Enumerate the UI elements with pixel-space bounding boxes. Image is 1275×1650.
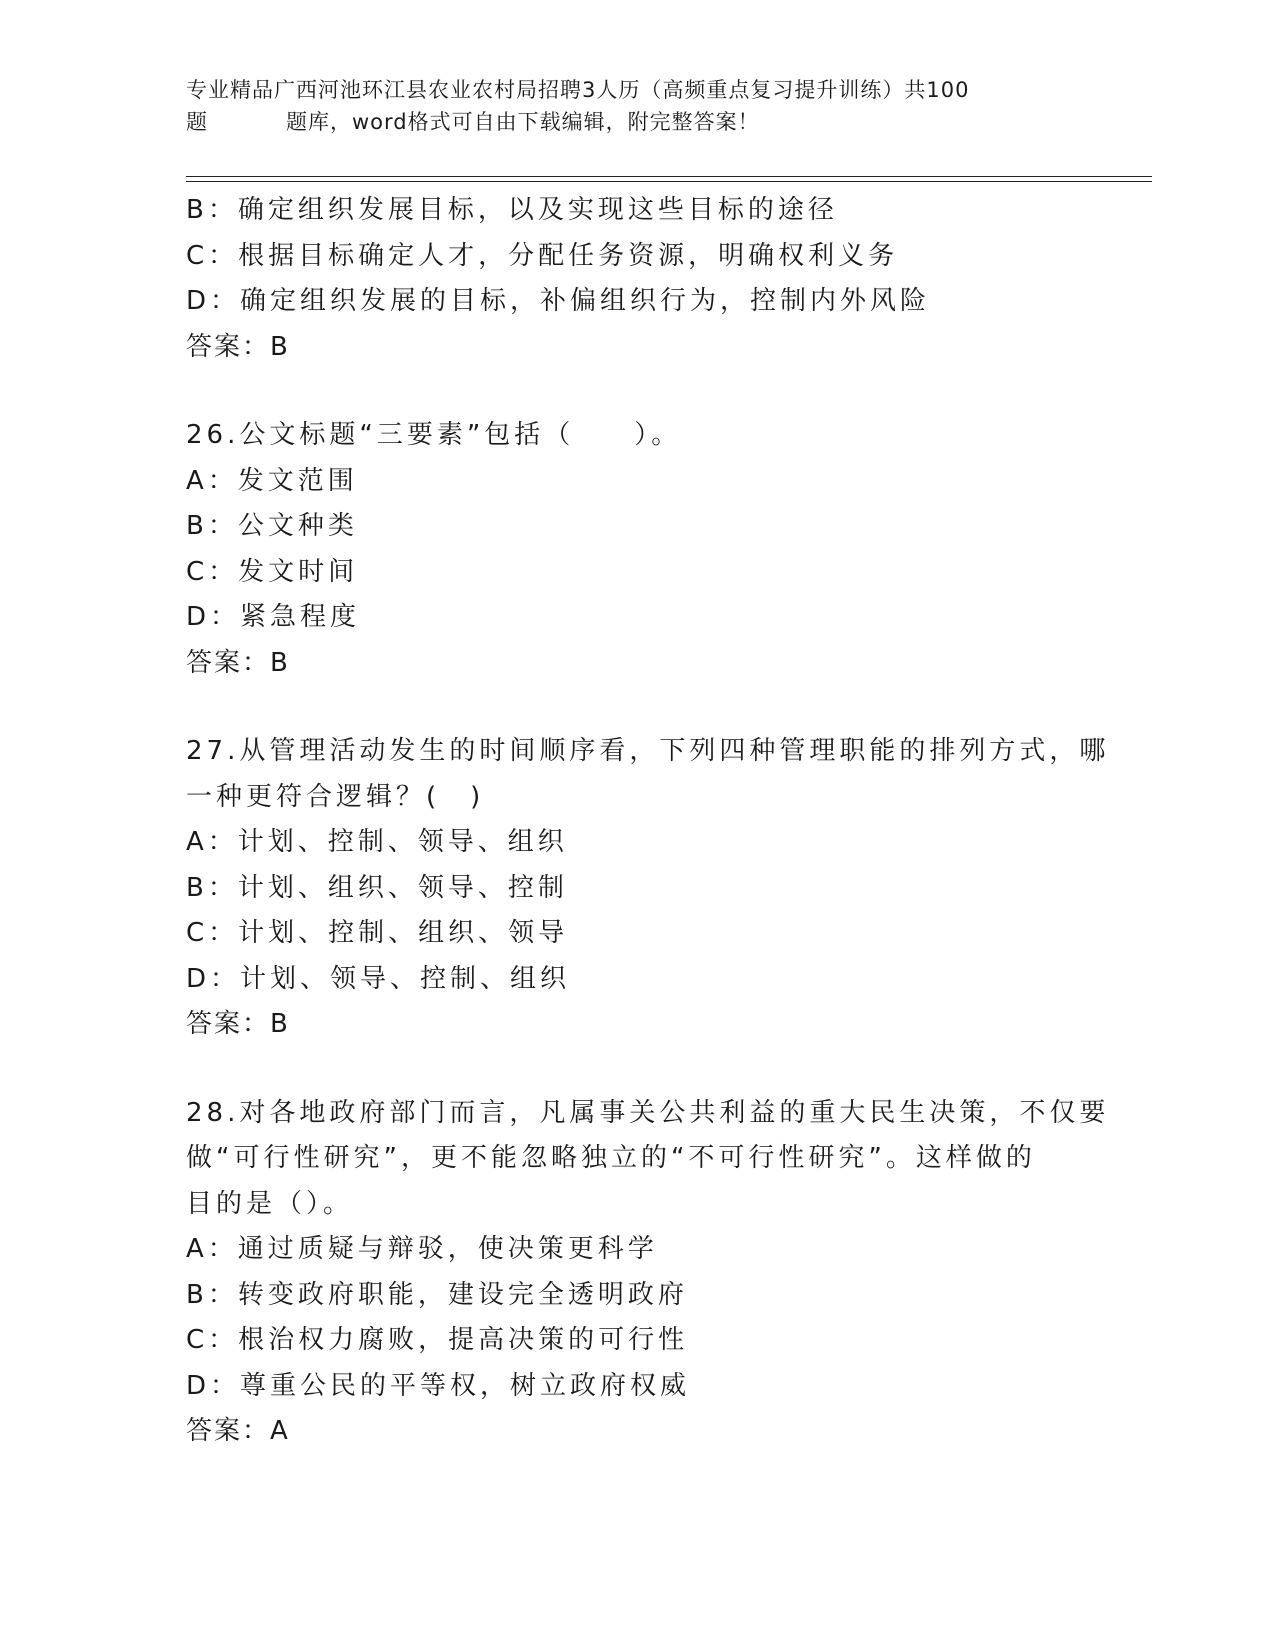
option-line: A：通过质疑与辩驳，使决策更科学 — [186, 1234, 658, 1264]
option-line: B：公文种类 — [186, 511, 358, 541]
option-line: D：计划、领导、控制、组织 — [186, 963, 571, 994]
option-line: B：转变政府职能，建设完全透明政府 — [186, 1279, 688, 1310]
option-line: C：发文时间 — [186, 556, 359, 587]
question-28 — [186, 1091, 1110, 1455]
question-stem: 一种更符合逻辑？( ) — [186, 781, 485, 812]
question-stem: 28.对各地政府部门而言，凡属事关公共利益的重大民生决策，不仅要 — [186, 1097, 1110, 1128]
header-title-line2-right: 题库，word格式可自由下载编辑，附完整答案！ — [286, 110, 760, 134]
header-title-line1: 专业精品广西河池环江县农业农村局招聘3人历（高频重点复习提升训练）共100 — [186, 78, 970, 102]
header-title-line2 — [186, 106, 1086, 138]
option-line: B：计划、组织、领导、控制 — [186, 872, 568, 903]
question-26 — [186, 413, 1086, 686]
answer-line: 答案：B — [186, 647, 290, 678]
answer-line: 答案：B — [186, 1009, 290, 1039]
question-stem: 26.公文标题“三要素”包括（ ）。 — [186, 420, 682, 450]
question-stem: 目的是（）。 — [186, 1188, 354, 1219]
header-title-line2-left: 题 — [186, 110, 208, 134]
answer-line: 答案：A — [186, 1416, 290, 1446]
option-line: D：确定组织发展的目标，补偏组织行为，控制内外风险 — [186, 286, 931, 316]
option-line: A：发文范围 — [186, 465, 358, 496]
answer-line: 答案：B — [186, 331, 290, 362]
question-stem: 做“可行性研究”，更不能忽略独立的“不可行性研究”。这样做的 — [186, 1143, 1036, 1173]
option-line: C：根据目标确定人才，分配任务资源，明确权利义务 — [186, 240, 899, 271]
option-line: D：尊重公民的平等权，树立政府权威 — [186, 1370, 691, 1401]
option-line: A：计划、控制、领导、组织 — [186, 827, 568, 857]
header-divider-top — [186, 176, 1152, 177]
question-25-continuation — [186, 188, 1086, 370]
question-stem: 27.从管理活动发生的时间顺序看，下列四种管理职能的排列方式，哪 — [186, 736, 1110, 766]
question-27 — [186, 729, 1110, 1048]
document-body — [186, 188, 1110, 1455]
option-line: C：根治权力腐败，提高决策的可行性 — [186, 1325, 689, 1355]
page-header — [186, 74, 1086, 138]
option-line: D：紧急程度 — [186, 602, 361, 632]
option-line: C：计划、控制、组织、领导 — [186, 918, 569, 948]
option-line: B：确定组织发展目标，以及实现这些目标的途径 — [186, 195, 838, 225]
header-divider-bottom — [186, 181, 1152, 182]
